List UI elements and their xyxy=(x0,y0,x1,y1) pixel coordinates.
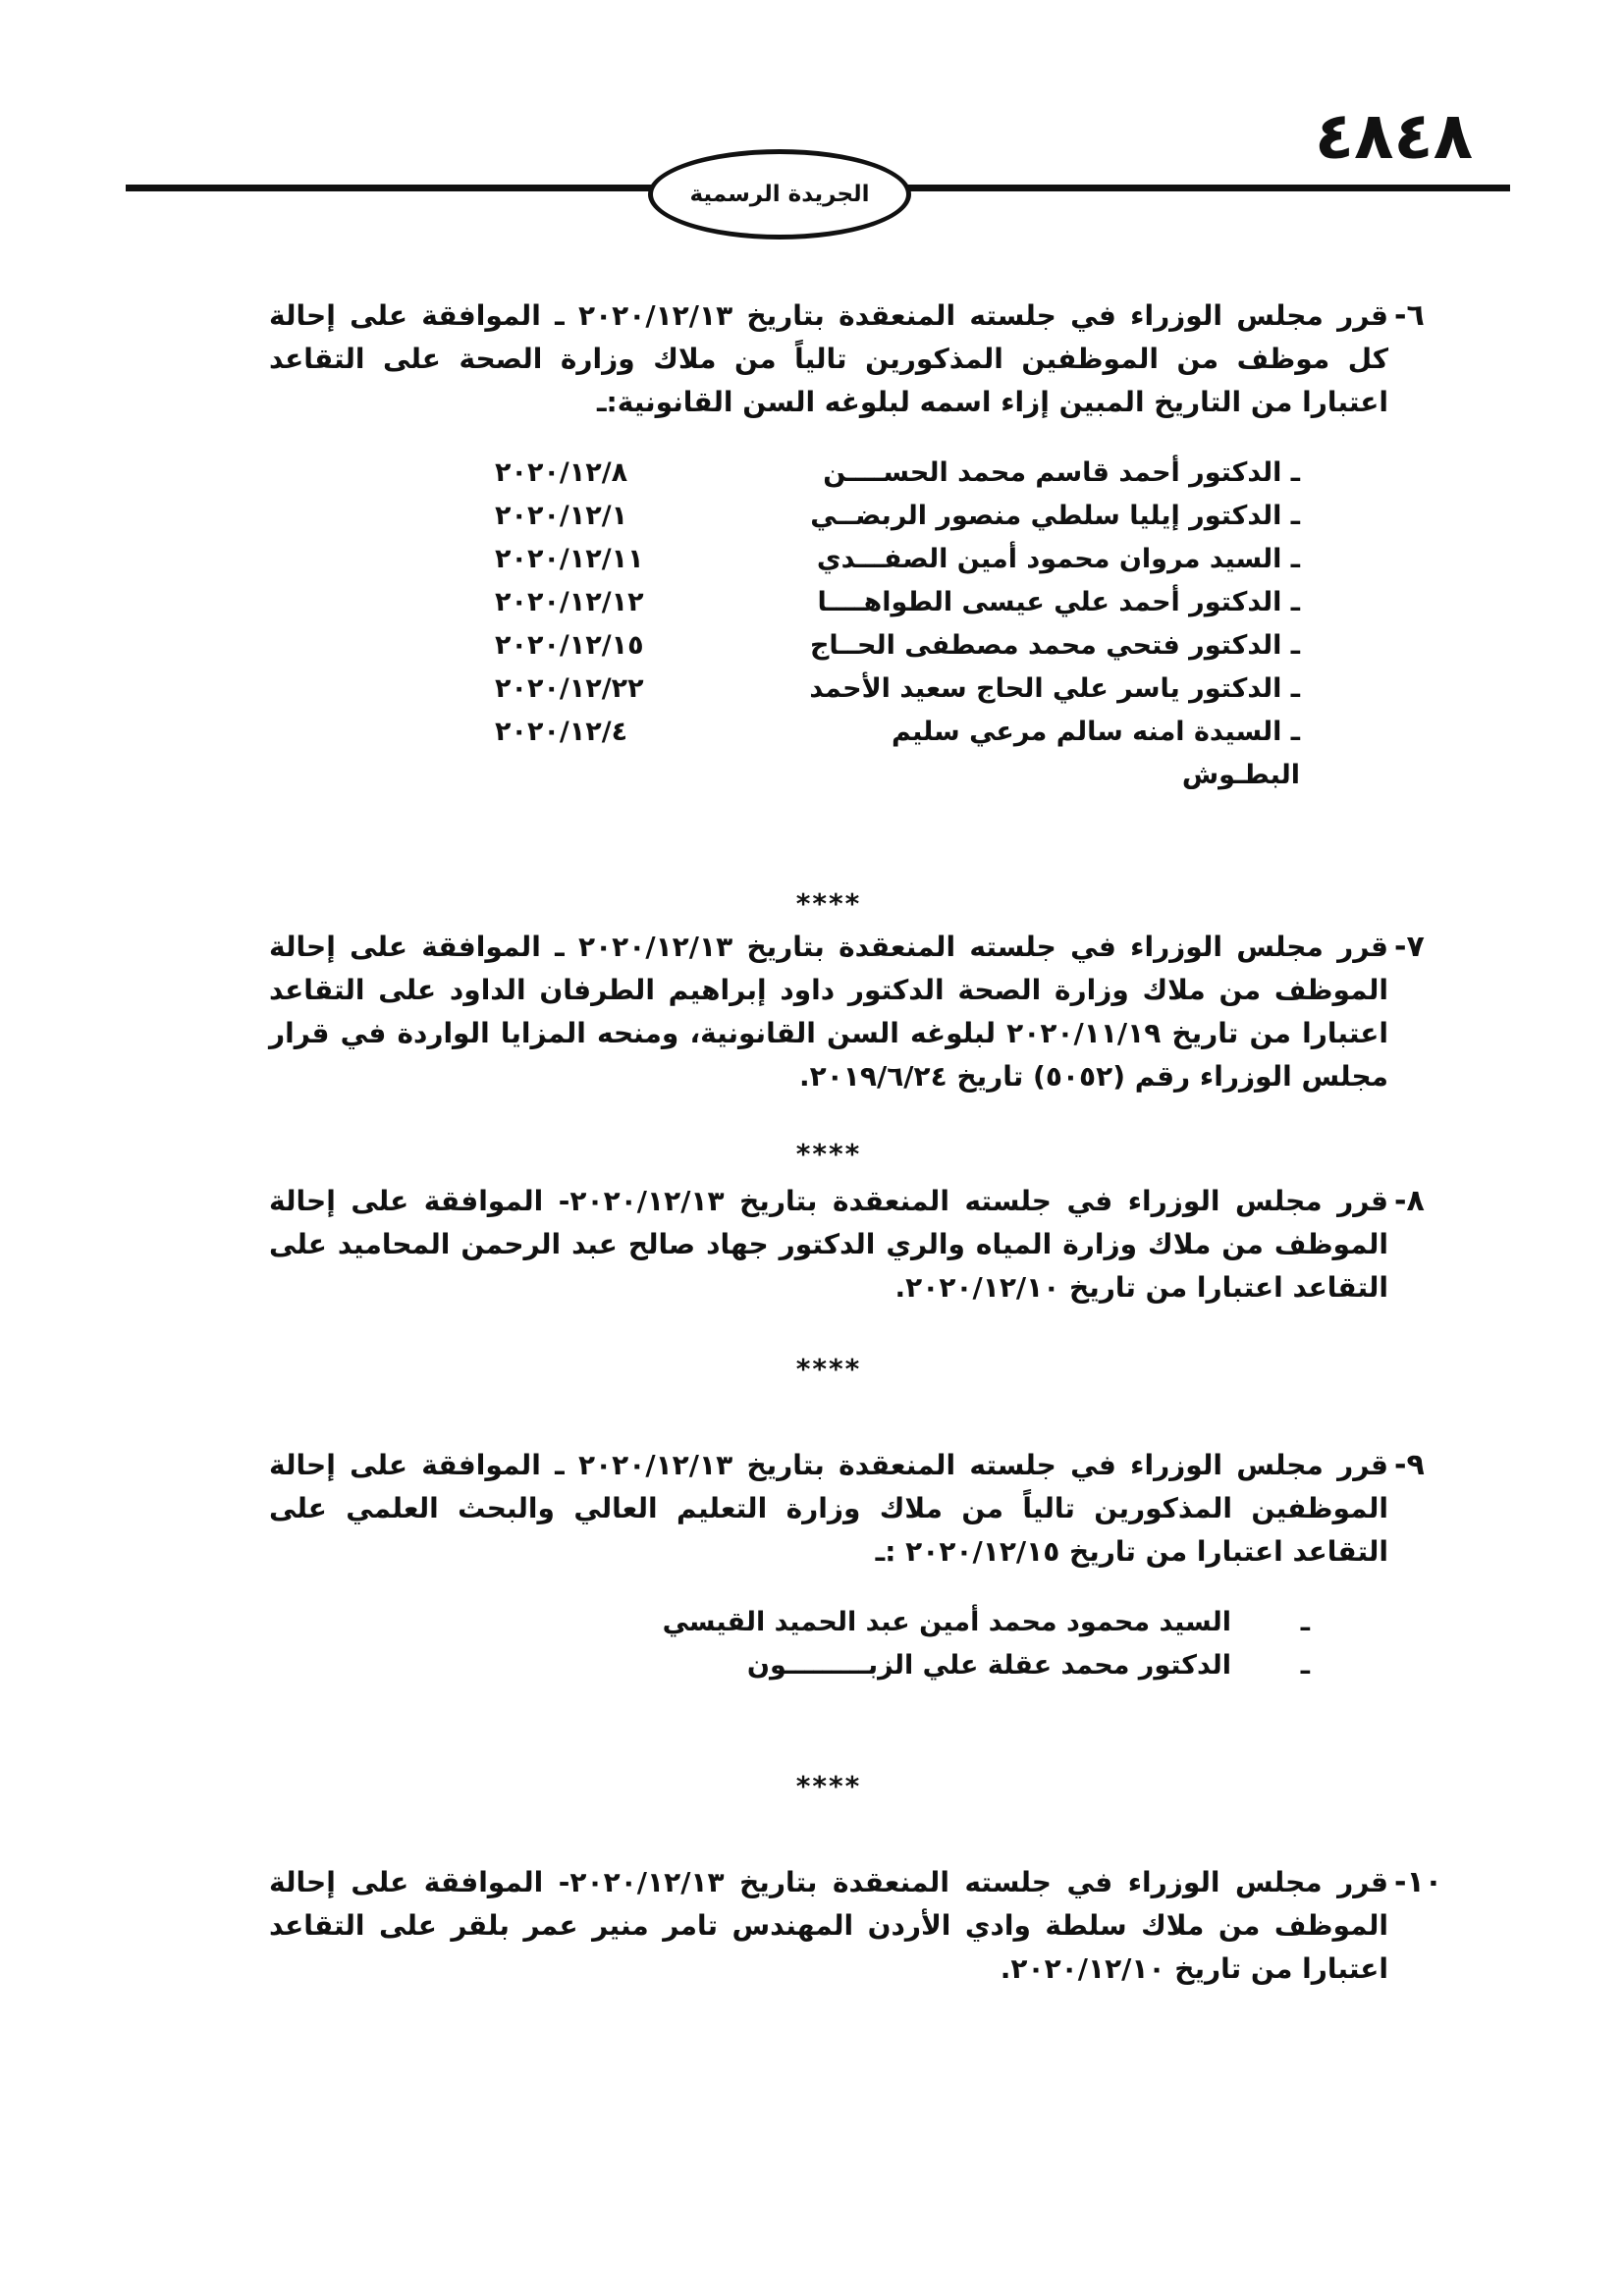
list-item xyxy=(495,667,1300,711)
retiree-date: ٢٠٢٠/١٢/١١ xyxy=(495,544,644,574)
list-item xyxy=(623,1601,1310,1644)
item-text: قرر مجلس الوزراء في جلسته المنعقدة بتاريخ ٢٠٢٠/١٢/١٣- الموافقة على إحالة الموظف من ملاك سلطة وادي الأردن المهندس تامر منير عمر بلقر على التقاعد اعتبارا من تاريخ ٢٠٢٠/١٢/١٠. xyxy=(269,1866,1388,1985)
list-item xyxy=(495,581,1300,624)
item-text: قرر مجلس الوزراء في جلسته المنعقدة بتاريخ ٢٠٢٠/١٢/١٣ ـ الموافقة على إحالة كل موظف من الموظفين المذكورين تالياً من ملاك وزارة الصحة على التقاعد اعتبارا من التاريخ المبين إزاء اسمه لبلوغه السن القانونية:ـ xyxy=(269,299,1388,418)
retiree-date: ٢٠٢٠/١٢/١ xyxy=(495,501,628,531)
retiree-date: ٢٠٢٠/١٢/٢٢ xyxy=(495,673,644,704)
resolution-item-7 xyxy=(269,926,1425,1098)
item-text: قرر مجلس الوزراء في جلسته المنعقدة بتاريخ ٢٠٢٠/١٢/١٣ ـ الموافقة على إحالة الموظفين المذكورين تالياً من ملاك وزارة التعليم العالي والبحث العلمي على التقاعد اعتبارا من تاريخ ٢٠٢٠/١٢/١٥ :ـ xyxy=(269,1449,1388,1568)
gazette-label xyxy=(648,149,911,240)
gazette-content xyxy=(269,294,1443,1991)
retiree-date: ٢٠٢٠/١٢/١٥ xyxy=(495,630,644,661)
item-text: قرر مجلس الوزراء في جلسته المنعقدة بتاريخ ٢٠٢٠/١٢/١٣ ـ الموافقة على إحالة الموظف من ملاك وزارة الصحة الدكتور داود إبراهيم الطرفان الداود على التقاعد اعتبارا من تاريخ ٢٠٢٠/١١/١٩ لبلوغه السن القانونية، ومنحه المزايا الواردة في قرار مجلس الوزراء رقم (٥٠٥٢) تاريخ ٢٠١٩/٦/٢٤. xyxy=(269,931,1388,1093)
resolution-item-6 xyxy=(269,294,1425,424)
item-number: ٩- xyxy=(1394,1448,1425,1482)
retiree-date: ٢٠٢٠/١٢/٤ xyxy=(495,717,628,747)
retiree-name: ـ الدكتور فتحي محمد مصطفى الحــاج xyxy=(809,630,1300,661)
item-number: ١٠- xyxy=(1394,1865,1443,1899)
retiree-name: ـ الدكتور أحمد قاسم محمد الحســــن xyxy=(823,457,1300,488)
retiree-name: ـ السيد مروان محمود أمين الصفـــدي xyxy=(816,544,1300,574)
item-number: ٦- xyxy=(1394,298,1425,333)
retiree-name: ـ الدكتور ياسر علي الحاج سعيد الأحمد xyxy=(809,673,1300,704)
item-number: ٧- xyxy=(1394,930,1425,964)
item-text: قرر مجلس الوزراء في جلسته المنعقدة بتاريخ ٢٠٢٠/١٢/١٣- الموافقة على إحالة الموظف من ملاك وزارة المياه والري الدكتور جهاد صالح عبد الرحمن المحاميد على التقاعد اعتبارا من تاريخ ٢٠٢٠/١٢/١٠. xyxy=(269,1185,1388,1304)
list-item xyxy=(495,538,1300,581)
gazette-label-text: الجريدة الرسمية xyxy=(689,182,870,207)
retiree-date: ٢٠٢٠/١٢/١٢ xyxy=(495,587,644,617)
separator: **** xyxy=(795,1353,862,1385)
page-number: ٤٨٤٨ xyxy=(1314,98,1473,174)
list-item xyxy=(623,1644,1310,1687)
resolution-item-8 xyxy=(269,1180,1425,1309)
list-item xyxy=(495,452,1300,495)
retiree-name: ـ الدكتور إيليا سلطي منصور الربضــي xyxy=(810,501,1300,531)
retiree-date: ٢٠٢٠/١٢/٨ xyxy=(495,457,628,488)
list-item xyxy=(495,711,1300,797)
person-name: السيد محمود محمد أمين عبد الحميد القيسي xyxy=(662,1607,1231,1637)
retiree-name: ـ الدكتور أحمد علي عيسى الطواهــــا xyxy=(817,587,1300,617)
resolution-item-9 xyxy=(269,1444,1425,1574)
retiree-list xyxy=(495,452,1300,797)
list-item xyxy=(495,624,1300,667)
retiree-name: ـ السيدة امنه سالم مرعي سليم البطـوش xyxy=(891,717,1300,790)
separator: **** xyxy=(795,1138,862,1170)
item-number: ٨- xyxy=(1394,1184,1425,1218)
resolution-item-10 xyxy=(269,1861,1443,1991)
list-bullet: ـ xyxy=(1300,1607,1310,1637)
separator: **** xyxy=(795,887,862,920)
separator: **** xyxy=(795,1770,862,1802)
list-item xyxy=(495,495,1300,538)
list-bullet: ـ xyxy=(1300,1650,1310,1681)
name-list xyxy=(623,1601,1310,1687)
person-name: الدكتور محمد عقلة علي الزبـــــــــون xyxy=(746,1650,1231,1681)
